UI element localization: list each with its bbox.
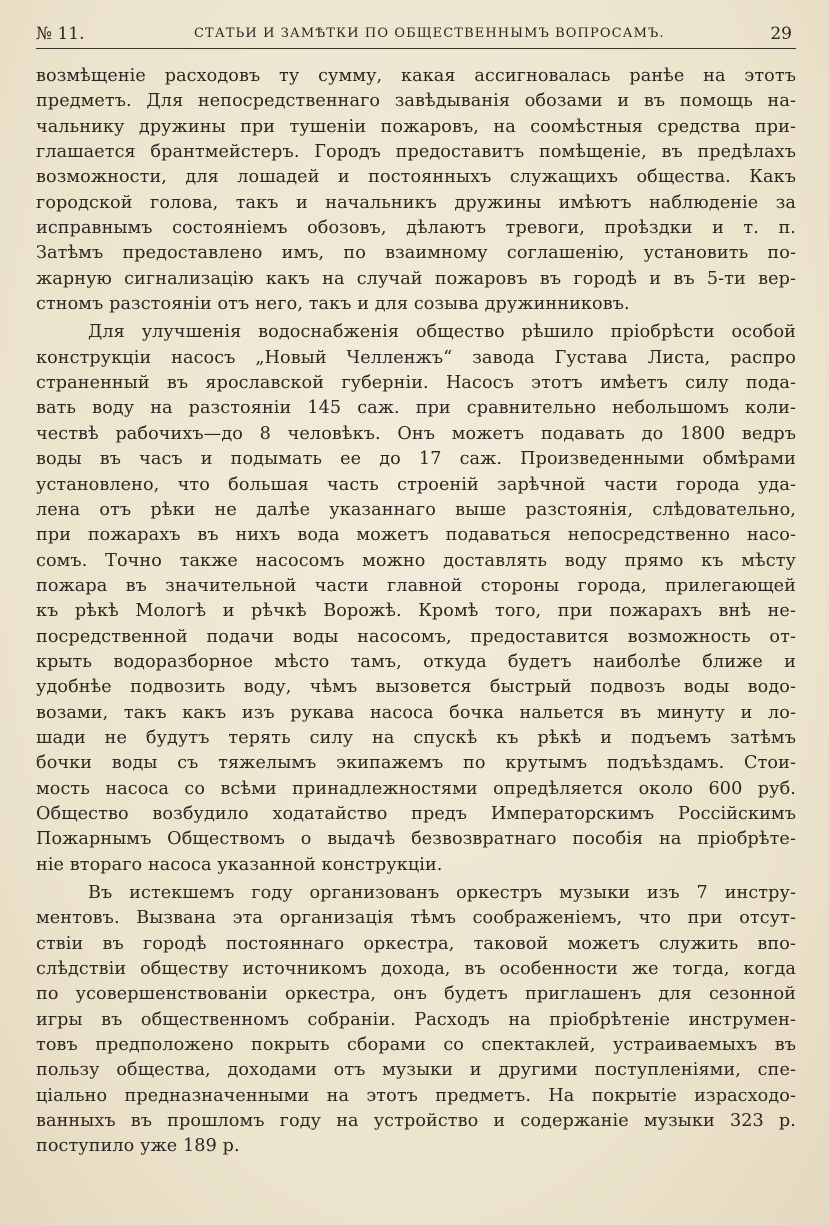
text-line: крыть водоразборное мѣсто тамъ, откуда будетъ наиболѣе ближе и (36, 651, 796, 672)
text-line: мость насоса со всѣми принадлежностями опредѣляется около 600 руб. (36, 778, 796, 799)
text-line: исправнымъ состояніемъ обозовъ, дѣлаютъ тревоги, проѣздки и т. п. (36, 218, 796, 239)
text-line: воды въ часъ и подымать ее до 17 саж. Произведенными обмѣрами (36, 449, 796, 470)
text-line: пользу общества, доходами отъ музыки и другими поступленіями, спе- (36, 1060, 796, 1081)
text-line: удобнѣе подвозить воду, чѣмъ вызовется быстрый подвозъ воды водо- (36, 677, 796, 698)
text-line: ціально предназначенными на этотъ предметъ. На покрытіе израсходо- (36, 1085, 796, 1106)
text-line: игры въ общественномъ собраніи. Расходъ на пріобрѣтеніе инструмен- (36, 1009, 796, 1030)
issue-number: № 11. (36, 24, 85, 44)
text-line: ментовъ. Вызвана эта организація тѣмъ соображеніемъ, что при отсут- (36, 908, 796, 929)
text-line: лена отъ рѣки не далѣе указаннаго выше разстоянія, слѣдовательно, (36, 499, 796, 520)
text-line: Для улучшенія водоснабженія общество рѣшило пріобрѣсти особой (88, 322, 796, 343)
text-line: слѣдствіи обществу источникомъ дохода, въ особенности же тогда, когда (36, 959, 796, 980)
text-line: при пожарахъ въ нихъ вода можетъ подаваться непосредственно насо- (36, 525, 796, 546)
text-line: глашается брантмейстеръ. Городъ предоставитъ помѣщеніе, въ предѣлахъ (36, 142, 796, 163)
paragraph (36, 881, 796, 1160)
text-line: Затѣмъ предоставлено имъ, по взаимному соглашенію, установить по- (36, 243, 796, 264)
text-line: городской голова, такъ и начальникъ дружины имѣютъ наблюденіе за (36, 192, 796, 213)
text-line: шади не будутъ терять силу на спускѣ къ рѣкѣ и подъемъ затѣмъ (36, 727, 796, 748)
text-line: чальнику дружины при тушеніи пожаровъ, на соомѣстныя средства при- (36, 116, 796, 137)
paragraph (36, 320, 796, 878)
body-text (36, 64, 796, 1160)
text-line: посредственной подачи воды насосомъ, предоставится возможность от- (36, 626, 796, 647)
text-line: стномъ разстояніи отъ него, такъ и для созыва дружинниковъ. (36, 294, 630, 315)
text-line: жарную сигнализацію какъ на случай пожаровъ въ городѣ и въ 5-ти вер- (36, 268, 796, 289)
paragraph (36, 64, 796, 317)
text-line: чествѣ рабочихъ—до 8 человѣкъ. Онъ можетъ подавать до 1800 ведръ (36, 423, 796, 444)
running-header (36, 22, 796, 49)
text-line: возможности, для лошадей и постоянныхъ служащихъ общества. Какъ (36, 167, 796, 188)
running-title: СТАТЬИ И ЗАМѢТКИ ПО ОБЩЕСТВЕННЫМЪ ВОПРОСАМЪ. (194, 26, 665, 41)
text-line: ванныхъ въ прошломъ году на устройство и содержаніе музыки 323 р. (36, 1111, 796, 1132)
text-line: Пожарнымъ Обществомъ о выдачѣ безвозвратнаго пособія на пріобрѣте- (36, 829, 796, 850)
text-line: пожара въ значительной части главной стороны города, прилегающей (36, 575, 796, 596)
text-line: сомъ. Точно также насосомъ можно доставлять воду прямо къ мѣсту (36, 550, 796, 571)
text-line: установлено, что большая часть строеній зарѣчной части города уда- (36, 474, 796, 495)
text-line: вать воду на разстояніи 145 саж. при сравнительно небольшомъ коли- (36, 398, 796, 419)
text-line: предметъ. Для непосредственнаго завѣдыванія обозами и въ помощь на- (36, 91, 796, 112)
text-line: бочки воды съ тяжелымъ экипажемъ по крутымъ подъѣздамъ. Стои- (36, 753, 796, 774)
text-line: товъ предположено покрыть сборами со спектаклей, устраиваемыхъ въ (36, 1035, 796, 1056)
text-line: Въ истекшемъ году организованъ оркестръ музыки изъ 7 инстру- (88, 883, 796, 903)
text-line: поступило уже 189 р. (36, 1136, 240, 1157)
text-line: возмѣщеніе расходовъ ту сумму, какая ассигновалась ранѣе на этотъ (36, 66, 796, 86)
text-line: по усовершенствованіи оркестра, онъ будетъ приглашенъ для сезонной (36, 984, 796, 1005)
text-line: ствіи въ городѣ постояннаго оркестра, таковой можетъ служить впо- (36, 933, 796, 954)
page-number: 29 (770, 24, 792, 44)
text-line: ніе вторaго насоса указанной конструкціи. (36, 854, 443, 875)
text-line: къ рѣкѣ Мологѣ и рѣчкѣ Ворожѣ. Кромѣ того, при пожарахъ внѣ не- (36, 601, 796, 622)
text-line: страненный въ ярославской губерніи. Насосъ этотъ имѣетъ силу пода- (36, 373, 796, 394)
text-line: Общество возбудило ходатайство предъ Императорскимъ Россійскимъ (36, 803, 796, 824)
text-line: возами, такъ какъ изъ рукава насоса бочка нальется въ минуту и ло- (36, 702, 796, 723)
text-line: конструкціи насосъ „Новый Челленжъ“ завода Густава Листа, распро (36, 347, 796, 368)
